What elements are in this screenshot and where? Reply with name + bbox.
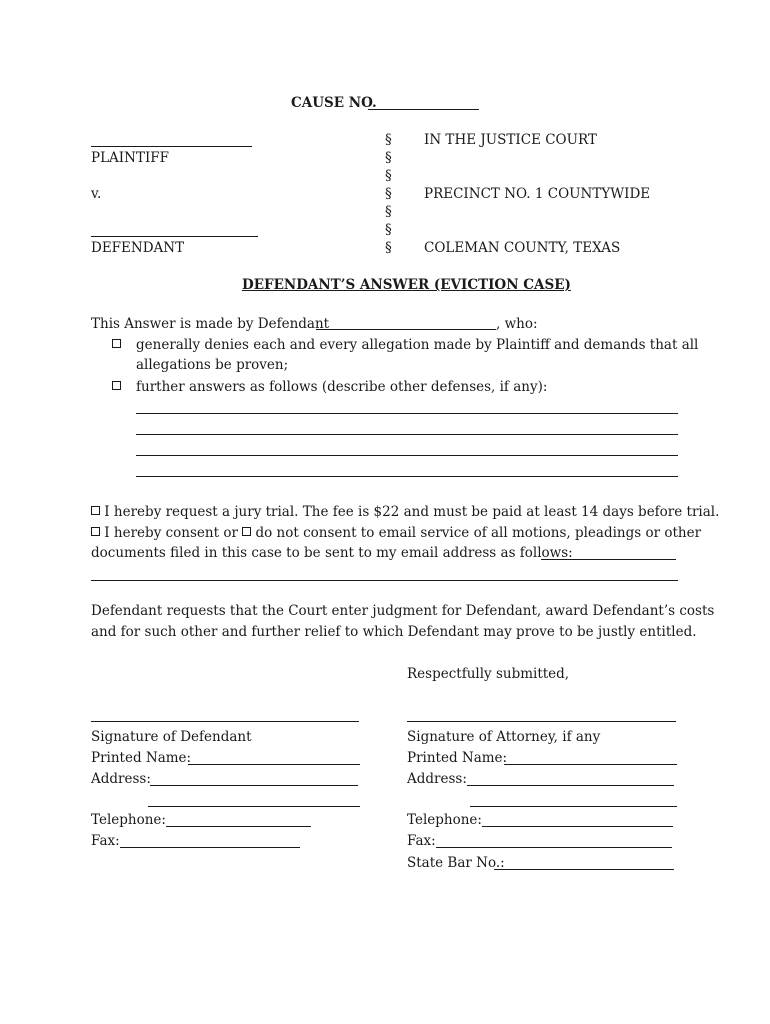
- document-heading: DEFENDANT’S ANSWER (EVICTION CASE): [242, 277, 571, 293]
- section-mark: §: [385, 150, 392, 166]
- section-mark: §: [385, 186, 392, 202]
- attorney-telephone-field[interactable]: [482, 826, 673, 827]
- attorney-printed-name-field[interactable]: [504, 764, 677, 765]
- defendant-telephone-label: Telephone:: [91, 812, 166, 828]
- further-answer-checkbox[interactable]: [112, 379, 121, 395]
- no-consent-checkbox[interactable]: [242, 527, 251, 536]
- court-name: IN THE JUSTICE COURT: [424, 132, 597, 148]
- deny-checkbox[interactable]: [112, 337, 121, 353]
- state-bar-field[interactable]: [494, 869, 674, 870]
- attorney-fax-label: Fax:: [407, 833, 436, 849]
- section-mark: §: [385, 132, 392, 148]
- attorney-fax-field[interactable]: [436, 847, 672, 848]
- defense-line[interactable]: [136, 455, 678, 456]
- section-mark: §: [385, 222, 392, 238]
- precinct-label: PRECINCT NO. 1 COUNTYWIDE: [424, 186, 651, 202]
- defendant-label: DEFENDANT: [91, 240, 185, 256]
- state-bar-label: State Bar No.:: [407, 855, 505, 871]
- consent-text: I hereby consent or: [104, 525, 238, 541]
- section-mark: §: [385, 168, 392, 184]
- versus-label: v.: [91, 186, 102, 202]
- defendant-answer-name-field[interactable]: [316, 329, 496, 330]
- attorney-address-field[interactable]: [467, 785, 674, 786]
- defendant-printed-name-field[interactable]: [188, 764, 360, 765]
- defendant-telephone-field[interactable]: [166, 826, 311, 827]
- email-consent: [91, 525, 701, 541]
- request-line1: Defendant requests that the Court enter judgment for Defendant, award Defendant’s costs: [91, 603, 715, 619]
- cause-no-label: CAUSE NO.: [291, 95, 377, 111]
- answer-intro-suffix: , who:: [496, 316, 538, 332]
- defense-line[interactable]: [136, 434, 678, 435]
- answer-intro-text: This Answer is made by Defendant: [91, 316, 330, 332]
- county-label: COLEMAN COUNTY, TEXAS: [424, 240, 621, 256]
- answer-intro: [91, 316, 329, 332]
- email-field-continued[interactable]: [91, 580, 678, 581]
- defendant-printed-name-label: Printed Name:: [91, 750, 192, 766]
- plaintiff-label: PLAINTIFF: [91, 150, 170, 166]
- section-mark: §: [385, 240, 392, 256]
- defendant-signature-field[interactable]: [91, 721, 359, 722]
- request-line2: and for such other and further relief to which Defendant may prove to be justly entitled.: [91, 624, 697, 640]
- deny-option-line1: generally denies each and every allegation made by Plaintiff and demands that all: [136, 337, 699, 353]
- further-answer-label: further answers as follows (describe other defenses, if any):: [136, 379, 548, 395]
- defendant-fax-field[interactable]: [120, 847, 300, 848]
- attorney-address-label: Address:: [407, 771, 467, 787]
- attorney-signature-label: Signature of Attorney, if any: [407, 729, 601, 745]
- section-mark: §: [385, 204, 392, 220]
- email-field[interactable]: [541, 559, 676, 560]
- defendant-signature-label: Signature of Defendant: [91, 729, 252, 745]
- defendant-fax-label: Fax:: [91, 833, 120, 849]
- consent-checkbox[interactable]: [91, 527, 100, 536]
- defense-line[interactable]: [136, 476, 678, 477]
- email-line2: documents filed in this case to be sent to my email address as follows:: [91, 545, 573, 561]
- plaintiff-name-field[interactable]: [91, 146, 252, 147]
- defense-line[interactable]: [136, 413, 678, 414]
- jury-checkbox[interactable]: [91, 506, 100, 515]
- deny-option-line2: allegations be proven;: [136, 357, 289, 373]
- defendant-name-field[interactable]: [91, 236, 258, 237]
- respectfully-submitted: Respectfully submitted,: [407, 666, 570, 682]
- attorney-telephone-label: Telephone:: [407, 812, 482, 828]
- defendant-address-field-2[interactable]: [148, 806, 360, 807]
- jury-request-text: I hereby request a jury trial. The fee is $22 and must be paid at least 14 days before trial.: [104, 504, 720, 520]
- defendant-address-label: Address:: [91, 771, 151, 787]
- jury-request: [91, 504, 719, 520]
- no-consent-text: do not consent to email service of all motions, pleadings or other: [255, 525, 702, 541]
- attorney-printed-name-label: Printed Name:: [407, 750, 508, 766]
- attorney-address-field-2[interactable]: [470, 806, 677, 807]
- attorney-signature-field[interactable]: [407, 721, 676, 722]
- defendant-address-field[interactable]: [150, 785, 358, 786]
- cause-no-field[interactable]: [368, 109, 479, 110]
